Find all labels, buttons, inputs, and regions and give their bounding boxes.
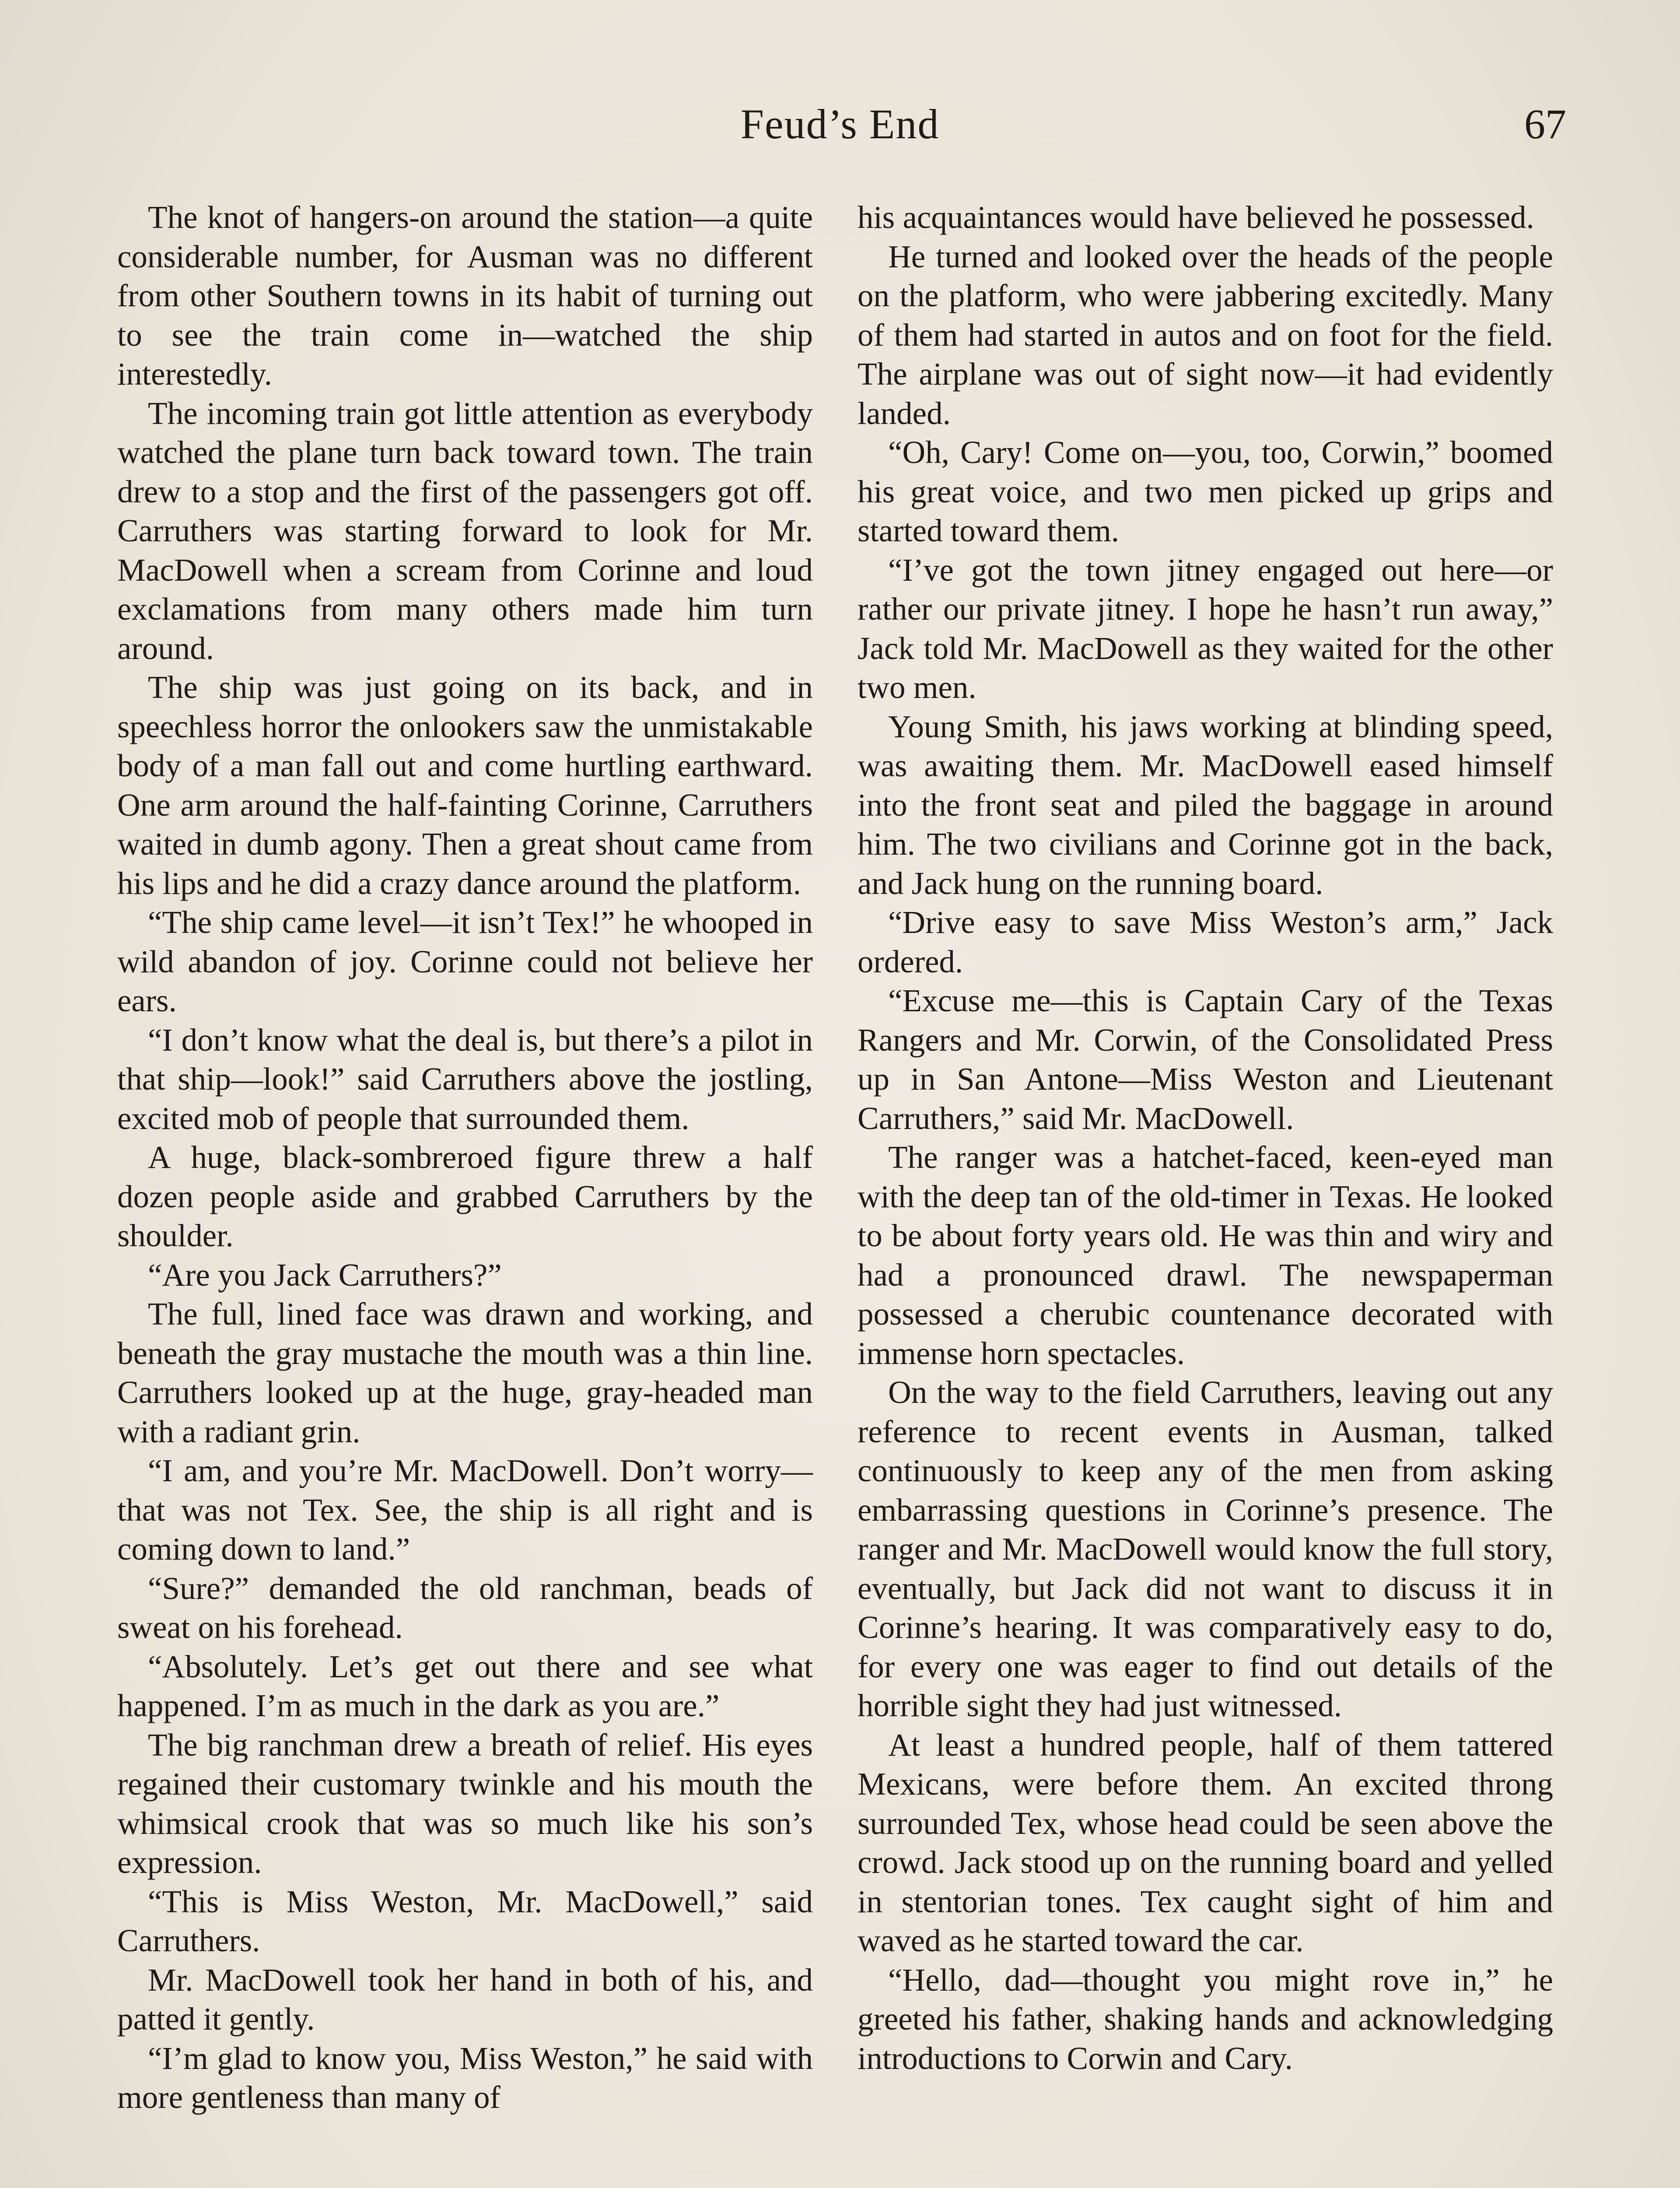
paragraph: “Oh, Cary! Come on—you, too, Corwin,” boomed his great voice, and two men picked up grips and started toward them.: [858, 435, 1553, 548]
paragraph: “The ship came level—it isn’t Tex!” he whooped in wild abandon of joy. Corinne could not believe her ears.: [117, 905, 813, 1018]
paragraph: The big ranchman drew a breath of relief. His eyes regained their customary twinkle and his mouth the whimsical crook that was so much like his son’s expression.: [117, 1727, 813, 1880]
left-column: [117, 198, 813, 2117]
paragraph: “Absolutely. Let’s get out there and see what happened. I’m as much in the dark as you are.”: [117, 1648, 813, 1723]
paragraph: “Drive easy to save Miss Weston’s arm,” Jack ordered.: [858, 905, 1553, 979]
paragraph: The ranger was a hatchet-faced, keen-eyed man with the deep tan of the old-timer in Texas. He looked to be about forty years old. He was thin and wiry and had a pronounced drawl. The newspaperman possessed a cherubic countenance decorated with immense horn spectacles.: [858, 1140, 1553, 1371]
paragraph: “Sure?” demanded the old ranchman, beads of sweat on his forehead.: [117, 1570, 813, 1645]
right-column: [858, 198, 1553, 2078]
paragraph: At least a hundred people, half of them tattered Mexicans, were before them. An excited throng surrounded Tex, whose head could be seen above the crowd. Jack stood up on the running board and yelled in stentorian tones. Tex caught sight of him and waved as he started toward the car.: [858, 1727, 1553, 1958]
paragraph-continued: his acquaintances would have believed he possessed.: [858, 200, 1534, 235]
running-title: Feud’s End: [740, 101, 940, 147]
paragraph: “Are you Jack Carruthers?”: [148, 1257, 502, 1293]
paragraph: “I am, and you’re Mr. MacDowell. Don’t worry—that was not Tex. See, the ship is all right and is coming down to land.”: [117, 1453, 813, 1567]
paragraph: On the way to the field Carruthers, leaving out any reference to recent events in Ausman, talked continuously to keep any of the men from asking embarrassing questions in Corinne’s presence. The ranger and Mr. MacDowell would know the full story, eventually, but Jack did not want to discuss it in Corinne’s hearing. It was comparatively easy to do, for every one was eager to find out details of the horrible sight they had just witnessed.: [858, 1375, 1553, 1723]
paragraph: The incoming train got little attention as everybody watched the plane turn back toward town. The train drew to a stop and the first of the passengers got off. Carruthers was starting forward to look for Mr. MacDowell when a scream from Corinne and loud exclamations from many others made him turn around.: [117, 395, 813, 666]
paragraph: He turned and looked over the heads of the people on the platform, who were jabbering excitedly. Many of them had started in autos and on foot for the field. The airplane was out of sight now—it had evidently landed.: [858, 238, 1553, 431]
paragraph: “I’m glad to know you, Miss Weston,” he said with more gentleness than many of: [117, 2040, 813, 2115]
paragraph: The knot of hangers-on around the station—a quite considerable number, for Ausman was no different from other Southern towns in its habit of turning out to see the train come in—watched the ship interestedly.: [117, 200, 813, 392]
paragraph: “Excuse me—this is Captain Cary of the Texas Rangers and Mr. Corwin, of the Consolidated Press up in San Antone—Miss Weston and Lieutenant Carruthers,” said Mr. MacDowell.: [858, 983, 1553, 1136]
paragraph: “I don’t know what the deal is, but there’s a pilot in that ship—look!” said Carruthers above the jostling, excited mob of people that surrounded them.: [117, 1022, 813, 1136]
paragraph: “I’ve got the town jitney engaged out here—or rather our private jitney. I hope he hasn’t run away,” Jack told Mr. MacDowell as they waited for the other two men.: [858, 552, 1553, 705]
page-number: 67: [1524, 101, 1566, 147]
paragraph: “Hello, dad—thought you might rove in,” he greeted his father, shaking hands and acknowledging introductions to Corwin and Cary.: [858, 1962, 1553, 2076]
paragraph: A huge, black-sombreroed figure threw a half dozen people aside and grabbed Carruthers by the shoulder.: [117, 1140, 813, 1253]
paragraph: “This is Miss Weston, Mr. MacDowell,” said Carruthers.: [117, 1883, 813, 1958]
paragraph: Mr. MacDowell took her hand in both of his, and patted it gently.: [117, 1962, 813, 2037]
paragraph: The full, lined face was drawn and working, and beneath the gray mustache the mouth was a thin line. Carruthers looked up at the huge, gray-headed man with a radiant grin.: [117, 1296, 813, 1449]
paragraph: Young Smith, his jaws working at blinding speed, was awaiting them. Mr. MacDowell eased himself into the front seat and piled the baggage in around him. The two civilians and Corinne got in the back, and Jack hung on the running board.: [858, 708, 1553, 901]
paragraph: The ship was just going on its back, and in speechless horror the onlookers saw the unmistakable body of a man fall out and come hurtling earthward. One arm around the half-fainting Corinne, Carruthers waited in dumb agony. Then a great shout came from his lips and he did a crazy dance around the platform.: [117, 670, 813, 901]
